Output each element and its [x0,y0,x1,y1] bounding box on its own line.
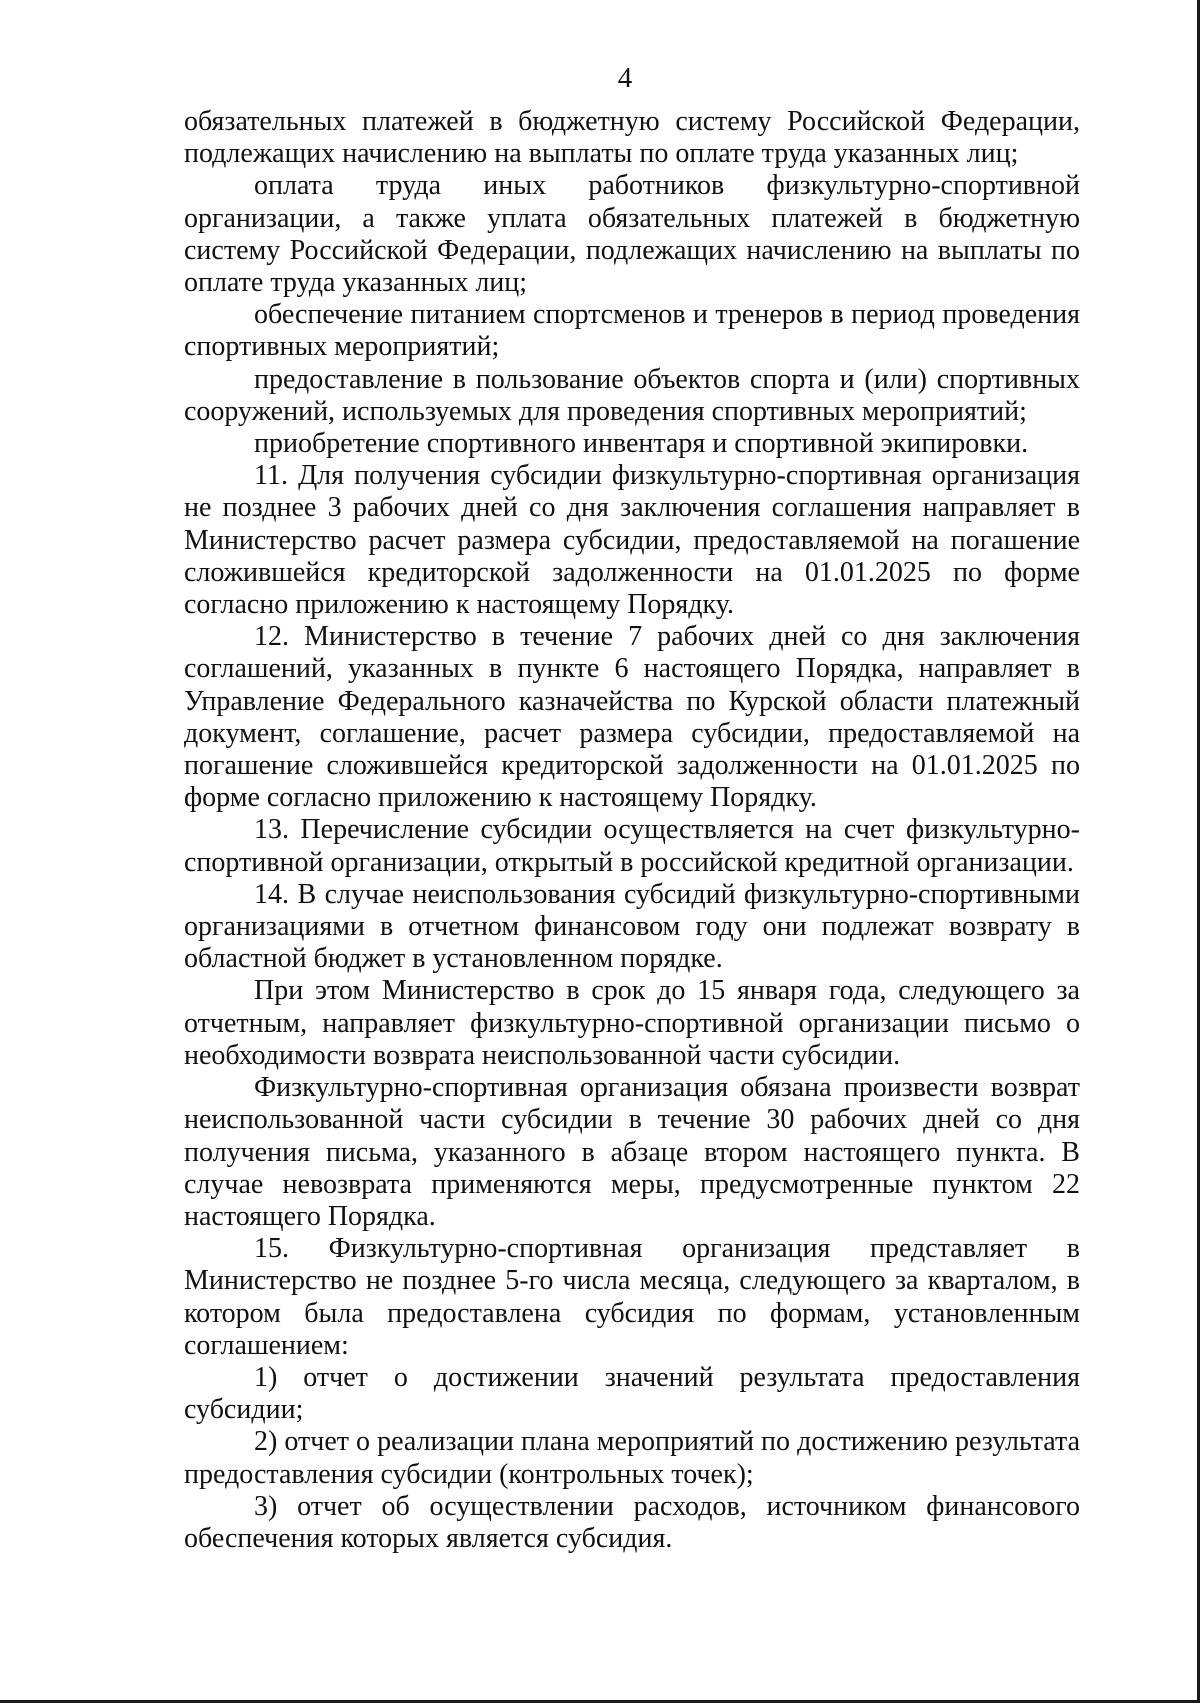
clause-13: 13. Перечисление субсидии осуществляется на счет физкультурно-спортивной организации, открытый в российской кредитной организации. [184,814,1080,878]
clause-15: 15. Физкультурно-спортивная организация представляет в Министерство не позднее 5-го числа месяца, следующего за кварталом, в котором была предоставлена субсидия по формам, установленным соглашением: [184,1233,1080,1361]
paragraph-2: оплата труда иных работников физкультурно-спортивной организации, а также уплата обязательных платежей в бюджетную систему Российской Федерации, подлежащих начислению на выплаты по оплате труда указанных лиц; [184,170,1080,299]
document-body [184,106,1080,1555]
page-number: 4 [617,62,633,94]
clause-15-item-3: 3) отчет об осуществлении расходов, источником финансового обеспечения которых является субсидия. [184,1490,1080,1554]
clause-14-paragraph-3: Физкультурно-спортивная организация обязана произвести возврат неиспользованной части субсидии в течение 30 рабочих дней со дня получения письма, указанного в абзаце втором настоящего пункта. В случае невозврата применяются меры, предусмотренные пунктом 22 настоящего Порядка. [184,1072,1080,1232]
paragraph-3: обеспечение питанием спортсменов и тренеров в период проведения спортивных мероприятий; [184,299,1080,363]
clause-15-item-2: 2) отчет о реализации плана мероприятий по достижению результата предоставления субсидии (контрольных точек); [184,1426,1080,1490]
paragraph-1: обязательных платежей в бюджетную систему Российской Федерации, подлежащих начислению на выплаты по оплате труда указанных лиц; [184,106,1080,170]
clause-15-item-1: 1) отчет о достижении значений результата предоставления субсидии; [184,1361,1080,1426]
clause-12: 12. Министерство в течение 7 рабочих дней со дня заключения соглашений, указанных в пункте 6 настоящего Порядка, направляет в Управление Федерального казначейства по Курской области платежный документ, соглашение, расчет размера субсидии, предоставляемой на погашение сложившейся кредиторской задолженности на 01.01.2025 по форме согласно приложению к настоящему Порядку. [184,621,1080,814]
clause-11: 11. Для получения субсидии физкультурно-спортивная организация не позднее 3 рабочих дней со дня заключения соглашения направляет в Министерство расчет размера субсидии, предоставляемой на погашение сложившейся кредиторской задолженности на 01.01.2025 по форме согласно приложению к настоящему Порядку. [184,460,1080,621]
paragraph-4: предоставление в пользование объектов спорта и (или) спортивных сооружений, используемых для проведения спортивных мероприятий; [184,363,1080,427]
paragraph-5: приобретение спортивного инвентаря и спортивной экипировки. [254,428,1029,460]
clause-14-paragraph-2: При этом Министерство в срок до 15 января года, следующего за отчетным, направляет физкультурно-спортивной организации письмо о необходимости возврата неиспользованной части субсидии. [184,975,1080,1071]
clause-14: 14. В случае неиспользования субсидий физкультурно-спортивными организациями в отчетном финансовом году они подлежат возврату в областной бюджет в установленном порядке. [184,878,1080,975]
